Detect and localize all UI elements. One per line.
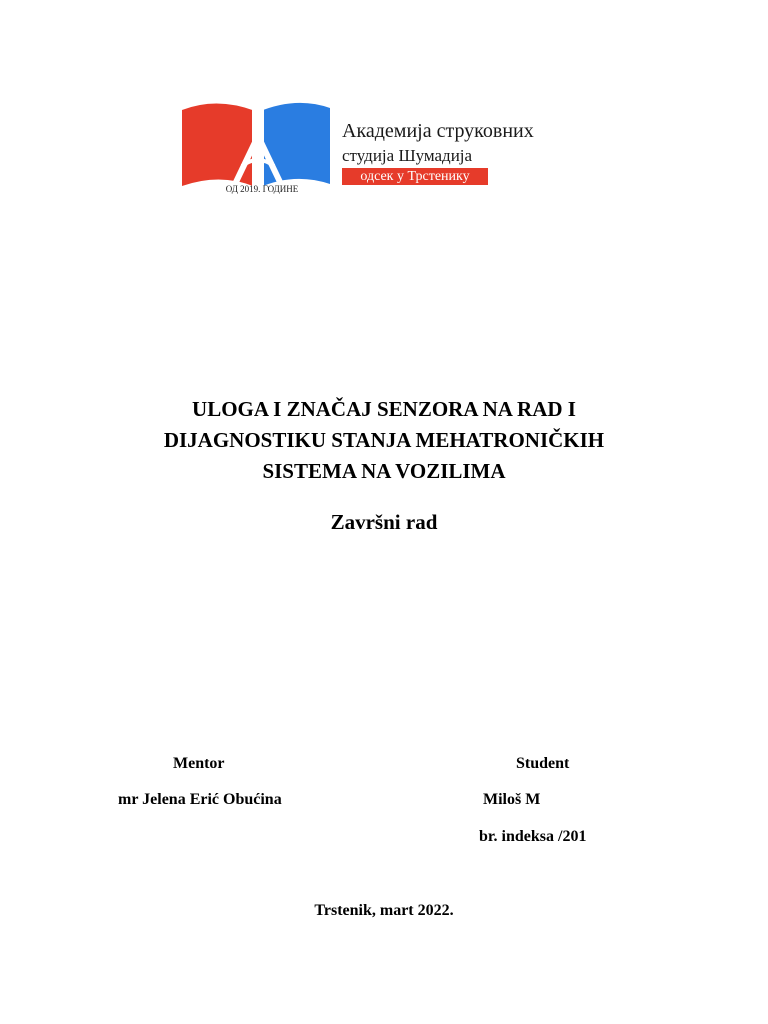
thesis-title-line3: SISTEMA NA VOZILIMA (262, 459, 506, 483)
student-name: Miloš M (483, 791, 541, 808)
academy-logo (178, 96, 598, 208)
thesis-title-line1: ULOGA I ZNAČAJ SENZORA NA RAD I (192, 397, 576, 421)
logo-name-line2: студија Шумадија (342, 146, 473, 165)
open-book-logo-icon (178, 96, 338, 192)
document-type: Završni rad (330, 510, 438, 534)
logo-department-banner: одсек у Трстенику (342, 168, 488, 185)
thesis-title-line2: DIJAGNOSTIKU STANJA MEHATRONIČKIH (163, 428, 605, 452)
mentor-name: mr Jelena Erić Obućina (118, 791, 282, 808)
logo-name-line1: Академија струковних (342, 120, 534, 142)
student-label: Student (516, 755, 570, 772)
student-index: br. indeksa /201 (479, 828, 587, 845)
logo-since-text: ОД 2019. ГОДИНЕ (225, 184, 299, 194)
mentor-label: Mentor (173, 755, 225, 772)
place-and-date: Trstenik, mart 2022. (314, 902, 454, 919)
thesis-title (0, 394, 768, 487)
